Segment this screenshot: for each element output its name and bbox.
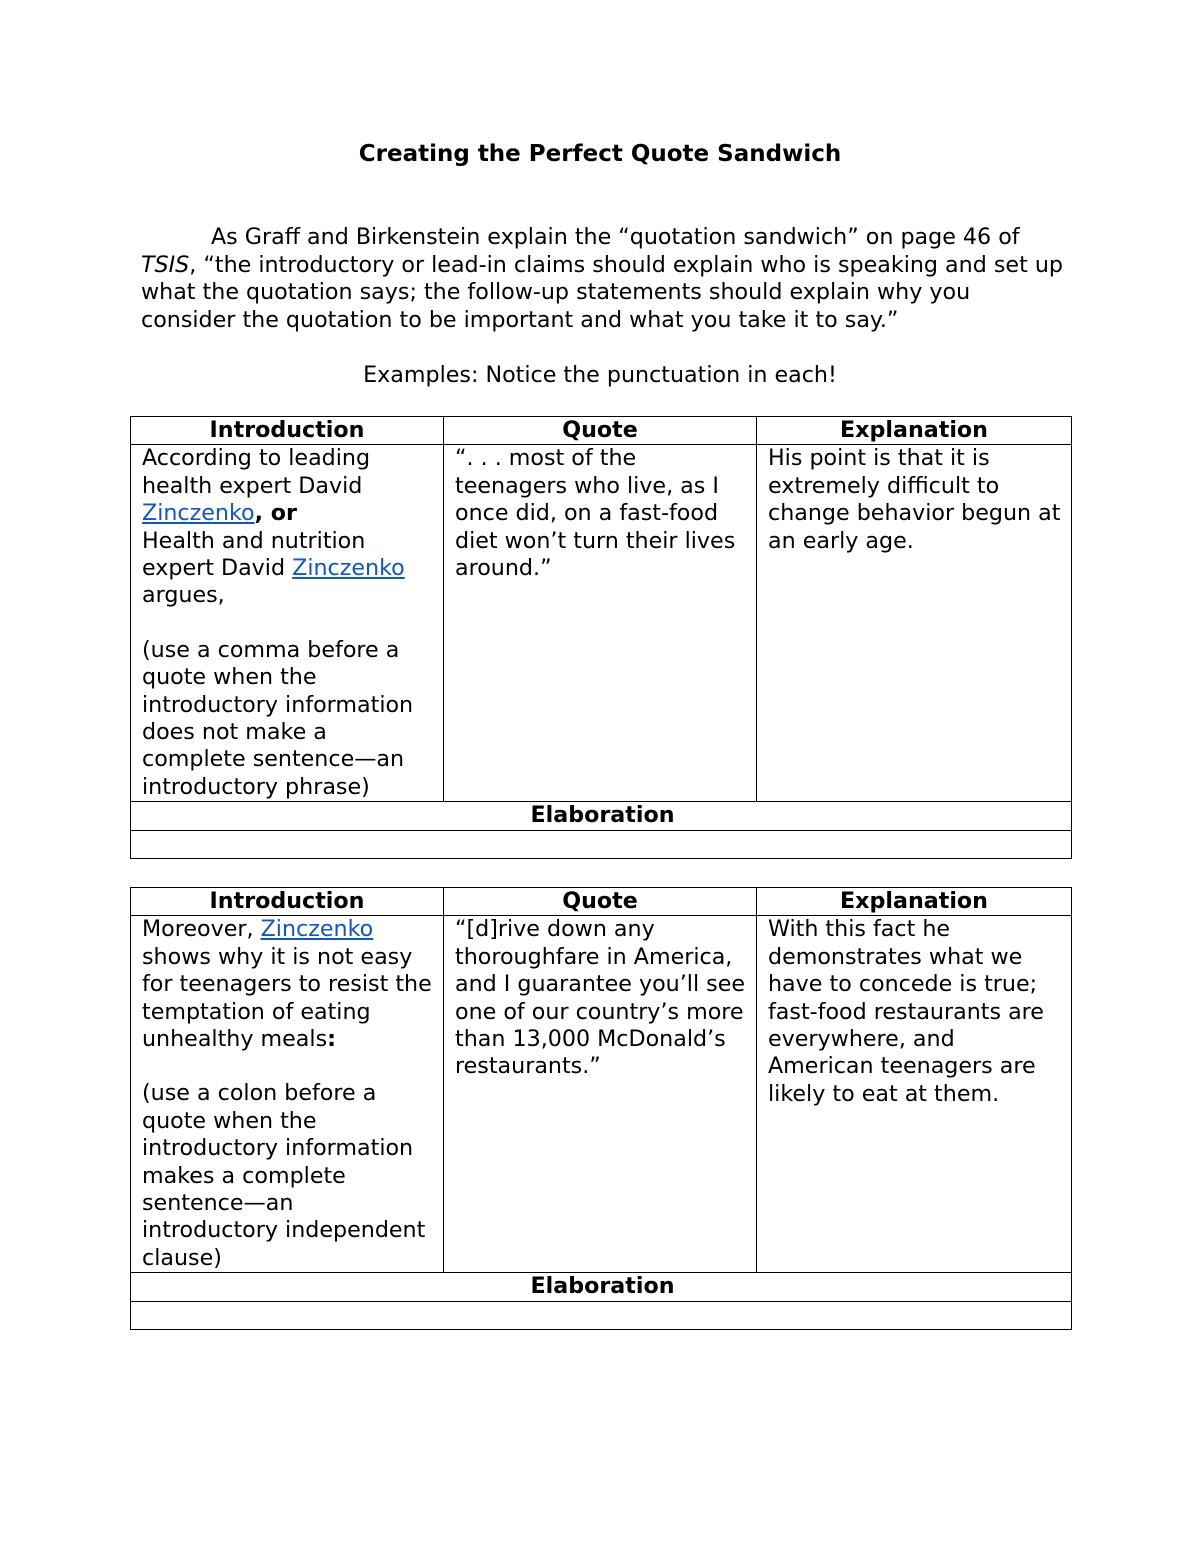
punctuation-note: (use a colon before a quote when the introductory information makes a complete sentence—an introductory independent clause) xyxy=(142,1080,426,1271)
quote-sandwich-table-1 xyxy=(130,416,1072,859)
intro-or: , or xyxy=(254,500,297,527)
header-row xyxy=(131,888,1072,916)
quote-sandwich-table-2 xyxy=(130,887,1072,1330)
intro-text-1: As Graff and Birkenstein explain the “quotation sandwich” on page 46 of xyxy=(211,224,1020,250)
intro-part-a: According to leading health expert David xyxy=(142,445,371,499)
zinczenko-link[interactable]: Zinczenko xyxy=(292,555,405,582)
book-title: TSIS xyxy=(141,251,190,278)
header-quote: Quote xyxy=(444,888,757,916)
elaboration-cell[interactable] xyxy=(131,1301,1072,1329)
header-quote: Quote xyxy=(444,417,757,445)
intro-colon: : xyxy=(327,1026,337,1053)
examples-label: Examples: Notice the punctuation in each! xyxy=(363,362,837,388)
explanation-cell: His point is that it is extremely difficult to change behavior begun at an early age. xyxy=(757,445,1072,802)
elaboration-header: Elaboration xyxy=(131,1273,1072,1301)
content-row xyxy=(131,916,1072,1273)
header-explanation: Explanation xyxy=(757,888,1072,916)
introduction-cell xyxy=(131,445,444,802)
zinczenko-link[interactable]: Zinczenko xyxy=(142,500,255,527)
explanation-cell: With this fact he demonstrates what we have to concede is true; fast-food restaurants are everywhere, and American teenagers are likely to eat at them. xyxy=(757,916,1072,1273)
zinczenko-link[interactable]: Zinczenko xyxy=(260,916,374,943)
intro-part-b: shows why it is not easy for teenagers to resist the temptation of eating unhealthy meals xyxy=(142,943,432,1053)
page-title: Creating the Perfect Quote Sandwich xyxy=(358,141,842,167)
quote-cell: “. . . most of the teenagers who live, as I once did, on a fast-food diet won’t turn their lives around.” xyxy=(444,445,757,802)
intro-part-a: Moreover, xyxy=(142,916,261,943)
elaboration-row xyxy=(131,830,1072,858)
introduction-cell xyxy=(131,916,444,1273)
elaboration-header: Elaboration xyxy=(131,802,1072,830)
intro-part-b: Health and nutrition expert David xyxy=(142,527,366,582)
quote-cell: “[d]rive down any thoroughfare in America, and I guarantee you’ll see one of our country’s more than 13,000 McDonald’s restaurants.” xyxy=(444,916,757,1273)
header-explanation: Explanation xyxy=(757,417,1072,445)
punctuation-note: (use a comma before a quote when the introductory information does not make a complete sentence—an introductory phrase) xyxy=(142,636,414,800)
intro-text-2: , “the introductory or lead-in claims should explain who is speaking and set up what the quotation says; the follow-up statements should explain why you consider the quotation to be important and what you take it to say.” xyxy=(141,251,1063,333)
header-introduction: Introduction xyxy=(131,888,444,916)
intro-part-c: argues, xyxy=(142,582,225,609)
intro-paragraph xyxy=(141,224,1071,334)
elaboration-cell[interactable] xyxy=(131,830,1072,858)
elaboration-header-row xyxy=(131,802,1072,830)
header-row xyxy=(131,417,1072,445)
elaboration-header-row xyxy=(131,1273,1072,1301)
content-row xyxy=(131,445,1072,802)
header-introduction: Introduction xyxy=(131,417,444,445)
elaboration-row xyxy=(131,1301,1072,1329)
